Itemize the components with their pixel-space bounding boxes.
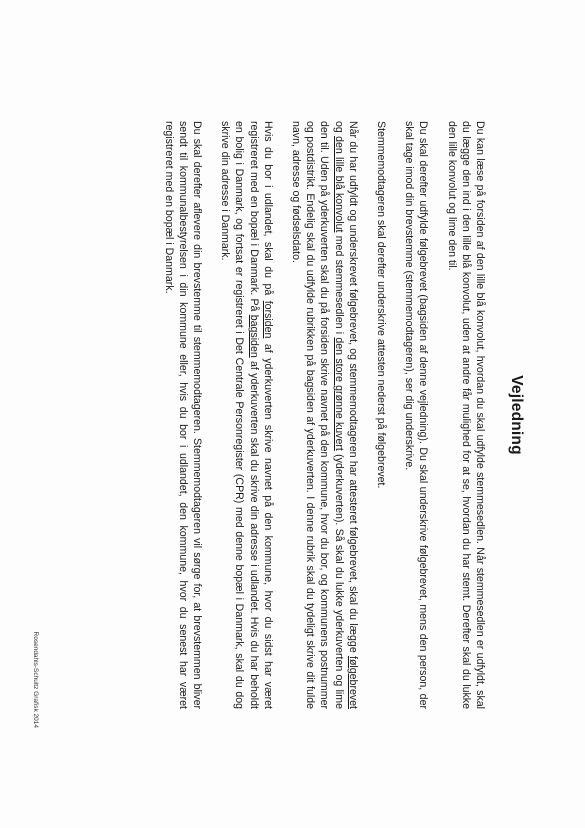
paragraph-2: Du skal derefter udfylde følgebrevet (bagsiden af denne vejledning). Du skal underskrive følgebrevet, mens den person, der skal tage imod din brevstemme (stemmemodtageren), ser dig underskrive. <box>403 121 430 709</box>
paragraph-5-underline-1: forsiden <box>261 300 274 339</box>
paragraph-3: Stemmemodtageren skal derefter underskrive attesten nederst på følgebrevet. <box>374 121 387 489</box>
paragraph-5-underline-2: bagsiden <box>247 314 260 358</box>
paragraph-4-underline-1: følgebrevet <box>346 656 359 709</box>
paragraph-5-text-2: af yderkuverten skrive navnet på den kommune, hvor du sidst har været registreret med en bopæl i Danmark. På <box>247 121 274 709</box>
paragraph-4 <box>289 121 360 709</box>
paragraph-4-underline-3: den store grønne kuvert <box>332 337 345 451</box>
paragraph-5 <box>218 121 275 709</box>
paragraph-5-text-1: Hvis du bor i udlandet, skal du på <box>261 121 274 301</box>
document-body <box>147 121 525 709</box>
paragraph-5-text-3: af yderkuverten skal du skrive din adresse i udlandet. Hvis du har beholdt en bolig i Danmark, og fortsat er registreret i Det Centrale Personregister (CPR) med denne bopæl i Danmark, skal du dog skrive din adresse i Danmark. <box>219 121 260 709</box>
printer-credit: Rosendahls-Schultz Grafisk 2014 <box>32 631 39 728</box>
paragraph-4-text-1: Når du har udfyldt og underskrevet følgebrevet, og stemmemodtageren har attesteret følgebrevet, skal du lægge <box>346 121 359 656</box>
paragraph-4-text-3: med stemmesedlen i <box>332 232 345 338</box>
paragraph-6: Du skal derefter aflevere din brevstemme til stemmemodtageren. Stemmemodtageren vil sørge for, at brevstemmen bliver sendt til kommunalbestyrelsen i din kommune eller, hvis du bor i udlandet, den kommune, hvor du senest har været registreret med en bopæl i Danmark. <box>162 121 203 709</box>
paragraph-4-underline-2: den lille blå konvolut <box>332 136 345 233</box>
paragraph-4-text-2: og <box>332 121 345 137</box>
paragraph-4-text-4: (yderkuverten). Så skal du lukke yderkuverten og lime den til. Uden på yderkuverten skal du på forsiden skrive navnet på den kommune, hvor du bor, og kommunens postnummer og postdistrikt. Endelig skal du udfylde rubrikken på bagsiden af yderkuverten. I denne rubrik skal du tydeligt skrive dit fulde navn, adresse og fødselsdato. <box>289 121 345 709</box>
paragraph-1: Du kan læse på forsiden af den lille blå konvolut, hvordan du skal udfylde stemmesedlen. Når stemmesedlen er udfyldt, skal du lægge den ind i den lille blå konvolut, uden at andre får mulighed for at se, hvordan du har stemt. Derefter skal du lukke den lille konvolut og lime den til. <box>445 121 486 709</box>
document-title: Vejledning <box>508 375 525 455</box>
